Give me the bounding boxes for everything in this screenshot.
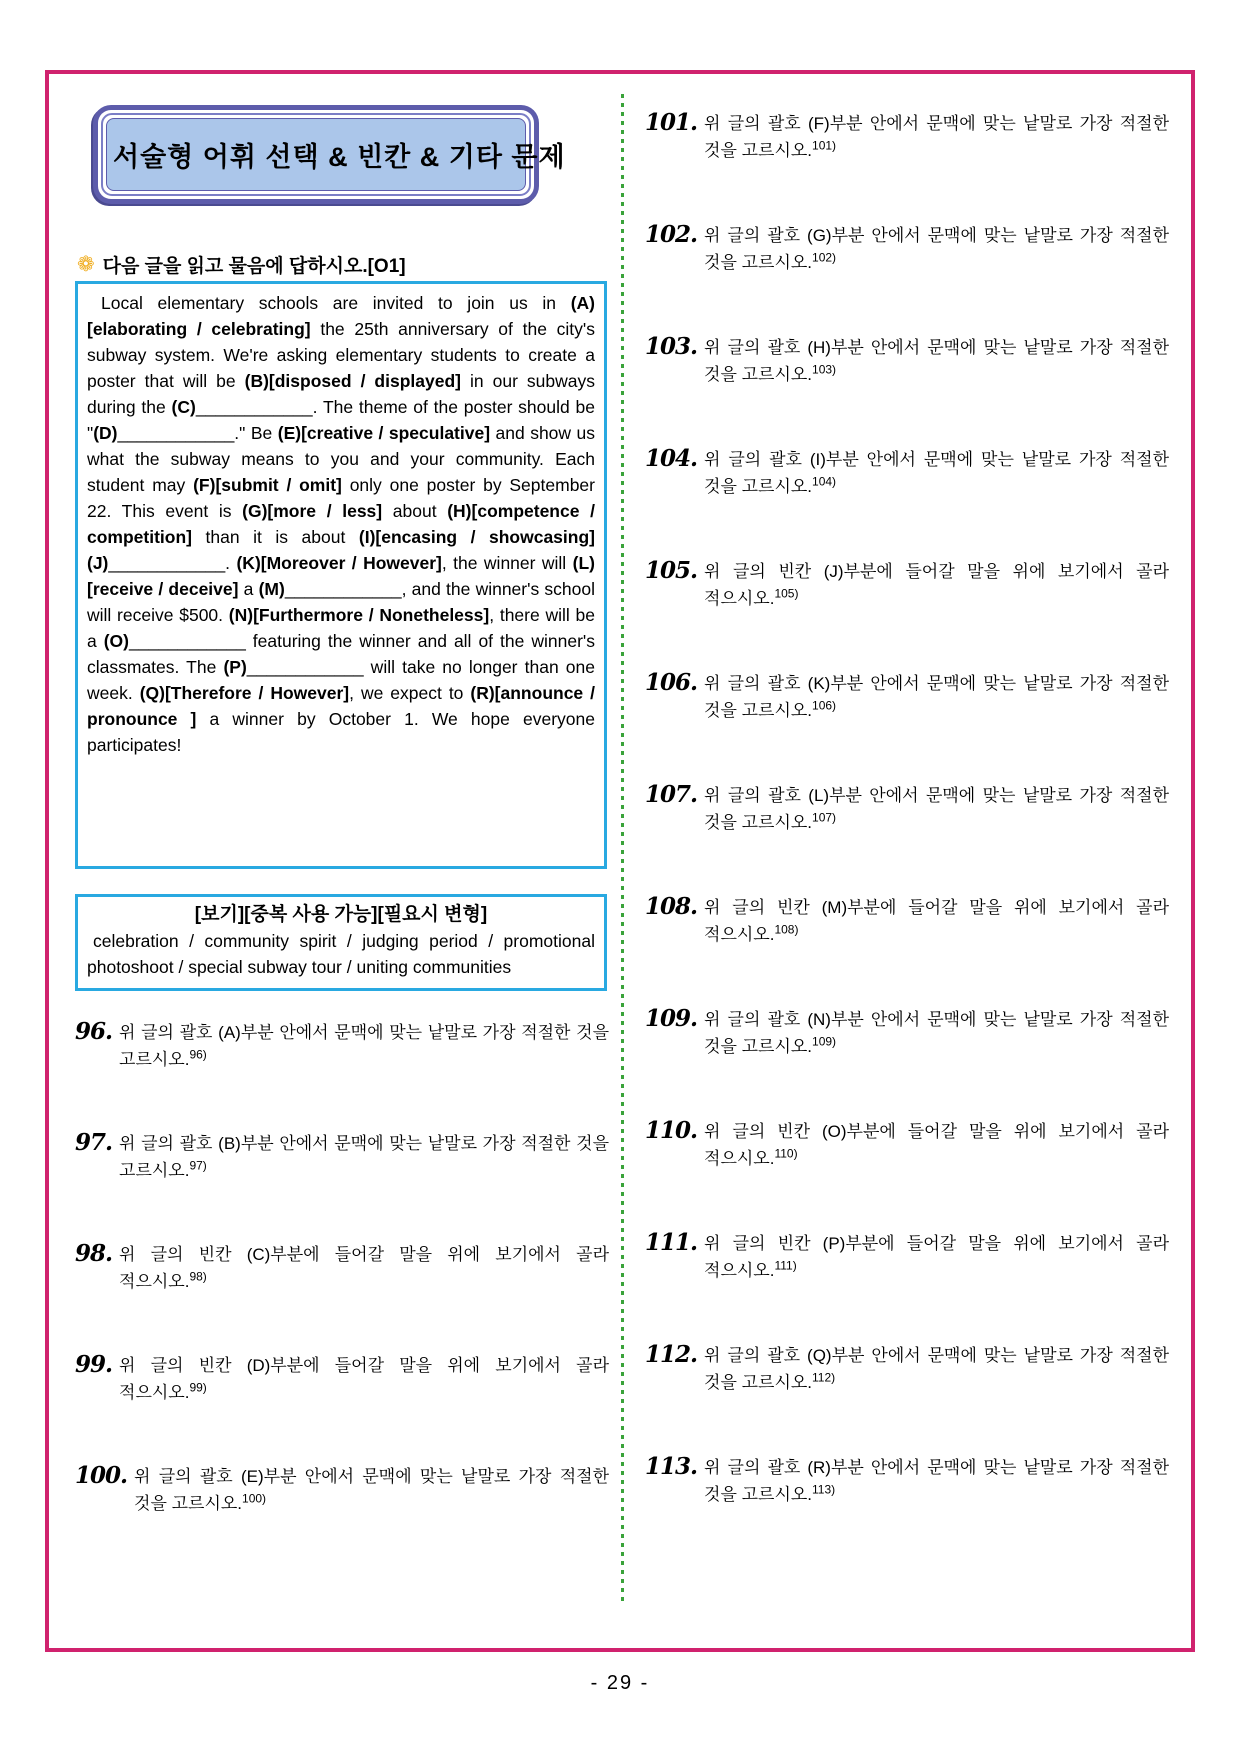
question-text: 위 글의 괄호 (B)부분 안에서 문맥에 맞는 낱말로 가장 적절한 것을 고르시오.$^{97)}$ <box>119 1134 609 1180</box>
question-number: 107. <box>645 781 698 808</box>
question-item <box>75 1130 609 1184</box>
question-text: 위 글의 괄호 (E)부분 안에서 문맥에 맞는 낱말로 가장 적절한 것을 고르시오.$^{100)}$ <box>134 1467 609 1513</box>
question-text: 위 글의 빈칸 (J)부분에 들어갈 말을 위에 보기에서 골라 적으시오.$^{105)}$ <box>704 562 1169 608</box>
passage-segment: a winner by October 1. We hope everyone participates! <box>87 709 595 755</box>
passage-bold-segment: (N)[Furthermore / Nonetheless] <box>228 605 490 625</box>
passage-bold-segment: (I)[encasing / showcasing] <box>358 527 595 547</box>
question-item <box>645 110 1169 164</box>
question-text: 위 글의 괄호 (N)부분 안에서 문맥에 맞는 낱말로 가장 적절한 것을 고르시오.$^{109)}$ <box>704 1010 1169 1056</box>
question-item <box>645 1342 1169 1396</box>
question-number: 98. <box>75 1240 113 1267</box>
question-item <box>645 1454 1169 1508</box>
passage-bold-segment: (B)[disposed / displayed] <box>244 371 461 391</box>
passage-segment: , we expect to <box>349 683 471 703</box>
page-number: - 29 - <box>590 1672 650 1694</box>
question-text: 위 글의 괄호 (I)부분 안에서 문맥에 맞는 낱말로 가장 적절한 것을 고르시오.$^{104)}$ <box>704 450 1169 496</box>
question-item <box>645 1118 1169 1172</box>
passage-segment: , the winner will <box>441 553 573 573</box>
passage-segment: ____________ featuring the winner and all of the winner's classmates. The <box>87 631 595 677</box>
question-text: 위 글의 괄호 (Q)부분 안에서 문맥에 맞는 낱말로 가장 적절한 것을 고르시오.$^{112)}$ <box>704 1346 1169 1392</box>
title-banner-ring <box>98 110 566 199</box>
footnote-ref: 100) <box>242 1491 267 1506</box>
instruction-line <box>77 251 609 278</box>
question-item <box>645 1006 1169 1060</box>
question-number: 109. <box>645 1005 698 1032</box>
question-number: 106. <box>645 669 698 696</box>
question-list-right <box>645 110 1169 1508</box>
passage-bold-segment: (R)[announce / pronounce ] <box>87 683 595 729</box>
question-item <box>645 670 1169 724</box>
passage-box <box>75 281 607 869</box>
question-number: 101. <box>645 109 698 136</box>
question-item <box>645 894 1169 948</box>
question-number: 99. <box>75 1351 113 1378</box>
question-item <box>645 558 1169 612</box>
question-item <box>75 1019 609 1073</box>
question-item <box>75 1463 609 1517</box>
question-text: 위 글의 빈칸 (M)부분에 들어갈 말을 위에 보기에서 골라 적으시오.$^{108)}$ <box>704 898 1169 944</box>
passage-bold-segment: (D) <box>93 423 118 443</box>
passage-bold-segment: (K)[Moreover / However] <box>236 553 442 573</box>
passage-bold-segment: (L)[receive / deceive] <box>87 553 595 599</box>
passage-segment: ____________." Be <box>117 423 278 443</box>
footnote-ref: 106) <box>812 698 837 713</box>
question-text: 위 글의 빈칸 (D)부분에 들어갈 말을 위에 보기에서 골라 적으시오.$^{99)}$ <box>119 1356 609 1402</box>
question-item <box>645 1230 1169 1284</box>
question-number: 111. <box>645 1229 698 1256</box>
question-number: 112. <box>645 1341 698 1368</box>
passage-segment: only one poster by September 22. This event is <box>87 475 595 521</box>
question-text: 위 글의 빈칸 (O)부분에 들어갈 말을 위에 보기에서 골라 적으시오.$^{110)}$ <box>704 1122 1169 1168</box>
passage-segment: in our subways during the <box>87 371 596 417</box>
title-banner-ring-inner <box>101 113 566 196</box>
left-column <box>75 74 609 1574</box>
passage-bold-segment: (P) <box>223 657 247 677</box>
passage-segment: ____________, and the winner's school will receive $500. <box>87 579 595 625</box>
question-text: 위 글의 괄호 (L)부분 안에서 문맥에 맞는 낱말로 가장 적절한 것을 고르시오.$^{107)}$ <box>704 786 1169 832</box>
footnote-ref: 108) <box>774 922 799 937</box>
word-bank-box <box>75 894 607 991</box>
question-number: 110. <box>645 1117 698 1144</box>
passage-bold-segment: (H)[competence / competition] <box>87 501 595 547</box>
column-divider <box>621 94 624 1604</box>
footnote-ref: 103) <box>812 362 837 377</box>
question-text: 위 글의 괄호 (H)부분 안에서 문맥에 맞는 낱말로 가장 적절한 것을 고르시오.$^{103)}$ <box>704 338 1169 384</box>
question-text: 위 글의 괄호 (F)부분 안에서 문맥에 맞는 낱말로 가장 적절한 것을 고르시오.$^{101)}$ <box>704 114 1169 160</box>
question-number: 108. <box>645 893 698 920</box>
question-item <box>645 446 1169 500</box>
question-text: 위 글의 괄호 (K)부분 안에서 문맥에 맞는 낱말로 가장 적절한 것을 고르시오.$^{106)}$ <box>704 674 1169 720</box>
passage-segment: ____________. <box>108 553 237 573</box>
footnote-ref: 112) <box>812 1370 836 1385</box>
question-item <box>645 222 1169 276</box>
question-number: 113. <box>645 1453 698 1480</box>
question-text: 위 글의 빈칸 (P)부분에 들어갈 말을 위에 보기에서 골라 적으시오.$^{111)}$ <box>704 1234 1169 1280</box>
question-number: 103. <box>645 333 698 360</box>
footnote-ref: 109) <box>812 1034 837 1049</box>
passage-bold-segment: (C) <box>171 397 196 417</box>
title-banner <box>93 105 566 204</box>
footnote-ref: 99) <box>189 1380 207 1395</box>
passage-segment: than it is about <box>192 527 359 547</box>
passage-segment: a <box>238 579 259 599</box>
passage-segment: , there will be a <box>87 605 595 651</box>
passage-bold-segment: (Q)[Therefore / However] <box>139 683 350 703</box>
question-text: 위 글의 빈칸 (C)부분에 들어갈 말을 위에 보기에서 골라 적으시오.$^{98)}$ <box>119 1245 609 1291</box>
footnote-ref: 102) <box>812 250 837 265</box>
instruction-text: 다음 글을 읽고 물음에 답하시오.[O1] <box>102 256 406 277</box>
question-item <box>645 334 1169 388</box>
passage-bold-segment: (J) <box>87 553 109 573</box>
flower-icon: ❁ <box>77 253 95 276</box>
passage-bold-segment: (M) <box>258 579 285 599</box>
footnote-ref: 110) <box>774 1146 798 1161</box>
question-number: 105. <box>645 557 698 584</box>
question-number: 97. <box>75 1129 113 1156</box>
word-bank-items: celebration / community spirit / judging period / promotional photoshoot / special subway tour / uniting communities <box>87 931 595 977</box>
passage-segment: ____________. The theme of the poster should be " <box>87 397 595 443</box>
passage-bold-segment: (O) <box>103 631 130 651</box>
right-column <box>645 110 1169 1566</box>
question-number: 102. <box>645 221 698 248</box>
question-text: 위 글의 괄호 (G)부분 안에서 문맥에 맞는 낱말로 가장 적절한 것을 고르시오.$^{102)}$ <box>704 226 1169 272</box>
word-bank-title: [보기][중복 사용 가능][필요시 변형] <box>194 904 488 925</box>
question-text: 위 글의 괄호 (A)부분 안에서 문맥에 맞는 낱말로 가장 적절한 것을 고르시오.$^{96)}$ <box>119 1023 609 1069</box>
footnote-ref: 97) <box>189 1158 207 1173</box>
passage-segment: ____________ will take no longer than one week. <box>87 657 595 703</box>
footnote-ref: 104) <box>812 474 837 489</box>
footnote-ref: 98) <box>189 1269 207 1284</box>
footnote-ref: 111) <box>774 1258 797 1273</box>
passage-segment: and show us what the subway means to you and your community. Each student may <box>87 423 596 495</box>
question-number: 96. <box>75 1018 113 1045</box>
passage-bold-segment: (G)[more / less] <box>242 501 383 521</box>
passage-bold-segment: (F)[submit / omit] <box>193 475 342 495</box>
question-item <box>75 1241 609 1295</box>
passage-text <box>87 290 595 758</box>
footnote-ref: 96) <box>189 1047 207 1062</box>
passage-segment: the 25th anniversary of the city's subway system. We're asking elementary students to create a poster that will be <box>87 319 595 391</box>
page-title: 서술형 어휘 선택 & 빈칸 & 기타 문제 <box>106 118 526 191</box>
passage-segment: about <box>382 501 448 521</box>
question-item <box>645 782 1169 836</box>
footnote-ref: 113) <box>812 1482 836 1497</box>
footnote-ref: 107) <box>812 810 837 825</box>
question-number: 104. <box>645 445 698 472</box>
footnote-ref: 101) <box>812 138 837 153</box>
question-list-left <box>75 1019 609 1517</box>
question-text: 위 글의 괄호 (R)부분 안에서 문맥에 맞는 낱말로 가장 적절한 것을 고르시오.$^{113)}$ <box>704 1458 1169 1504</box>
question-item <box>75 1352 609 1406</box>
page-border <box>45 70 1195 1652</box>
passage-segment: Local elementary schools are invited to join us in <box>101 293 571 313</box>
question-number: 100. <box>75 1462 128 1489</box>
footnote-ref: 105) <box>774 586 799 601</box>
passage-bold-segment: (A)[elaborating / celebrating] <box>87 293 595 339</box>
passage-bold-segment: (E)[creative / speculative] <box>277 423 491 443</box>
